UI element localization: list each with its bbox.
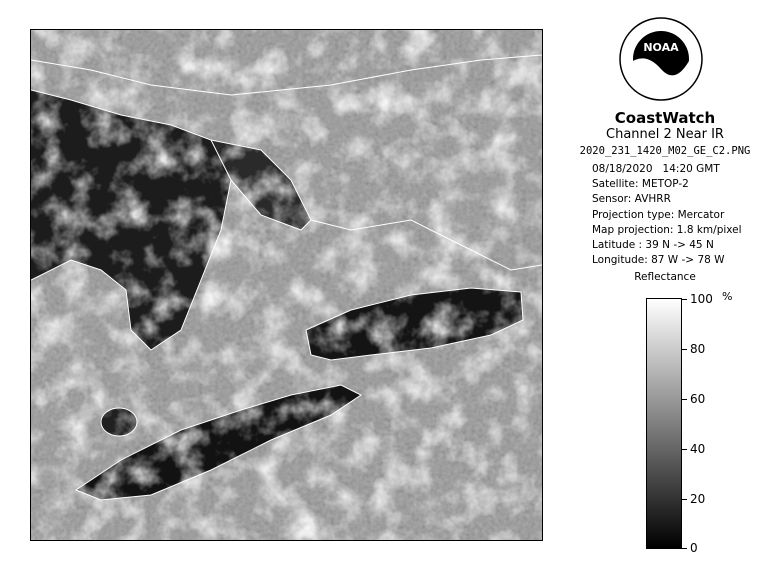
- sensor-info: Sensor: AVHRR: [592, 193, 671, 206]
- projection-type-info: Projection type: Mercator: [592, 208, 725, 221]
- colorbar-label-100: 100: [690, 292, 713, 306]
- map-projection-info: Map projection: 1.8 km/pixel: [592, 223, 742, 236]
- colorbar-tick: [682, 499, 687, 500]
- colorbar-label-80: 80: [690, 342, 706, 356]
- longitude-info: Longitude: 87 W -> 78 W: [592, 254, 725, 267]
- legend-unit: %: [722, 290, 733, 303]
- map-canvas: [31, 30, 542, 540]
- colorbar-tick: [682, 548, 687, 549]
- svg-text:NOAA: NOAA: [643, 41, 679, 54]
- time-value: 14:20 GMT: [662, 163, 720, 175]
- colorbar-label-60: 60: [690, 392, 706, 406]
- date-value: 08/18/2020: [592, 163, 653, 175]
- colorbar-label-40: 40: [690, 442, 706, 456]
- colorbar-tick: [682, 399, 687, 400]
- metadata-list: [592, 162, 742, 268]
- image-filename: 2020_231_1420_M02_GE_C2.PNG: [579, 145, 751, 157]
- colorbar-label-0: 0: [690, 541, 698, 555]
- colorbar-tick: [682, 349, 687, 350]
- legend-title: Reflectance: [634, 271, 696, 283]
- reflectance-colorbar: [646, 298, 682, 549]
- satellite-info: Satellite: METOP-2: [592, 178, 689, 191]
- colorbar-tick: [682, 299, 687, 300]
- cloud-cover: [31, 30, 542, 540]
- date-time: [592, 162, 742, 177]
- colorbar-tick: [682, 449, 687, 450]
- noaa-logo: [619, 17, 703, 101]
- satellite-image: [30, 29, 543, 541]
- channel-subtitle: Channel 2 Near IR: [606, 127, 724, 142]
- latitude-info: Latitude : 39 N -> 45 N: [592, 239, 714, 252]
- colorbar-label-20: 20: [690, 492, 706, 506]
- product-title: CoastWatch: [614, 109, 716, 127]
